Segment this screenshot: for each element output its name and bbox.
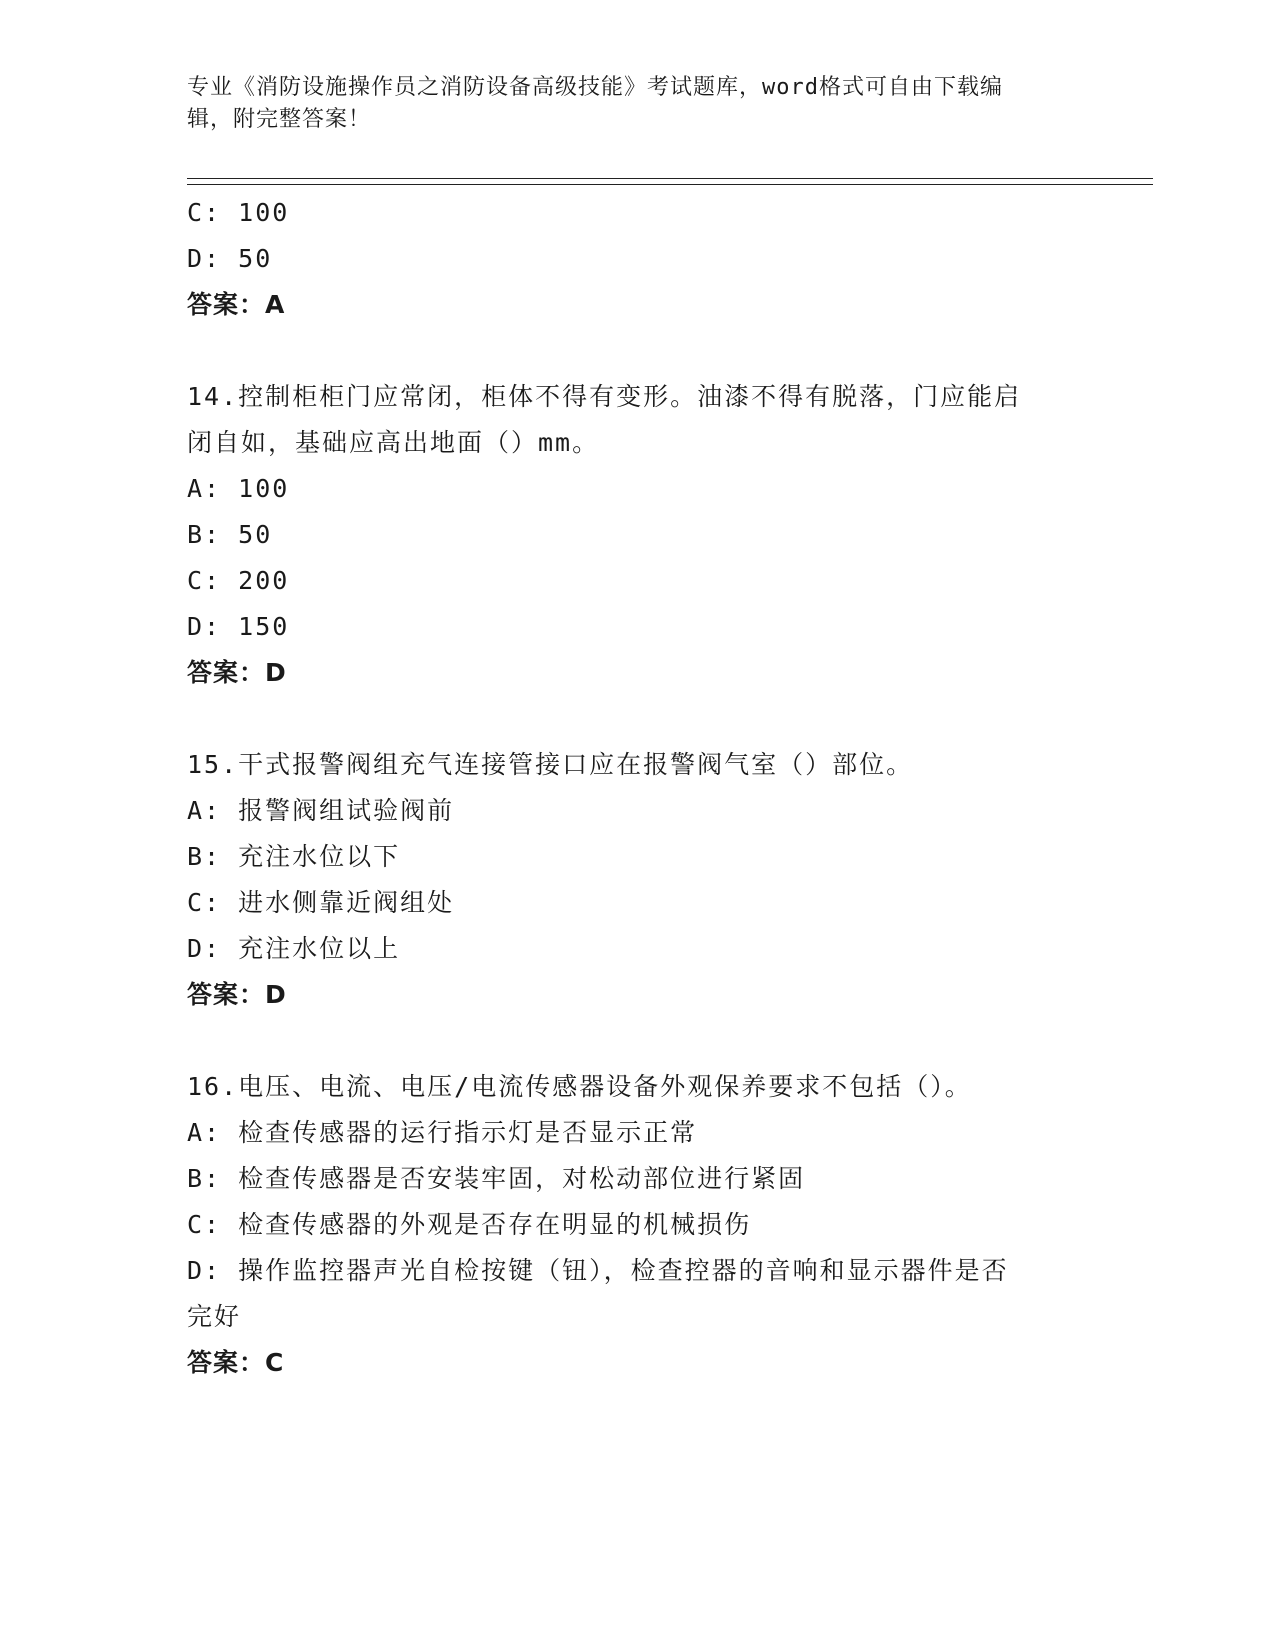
prev-question [187, 190, 1067, 328]
document-header [187, 72, 1067, 136]
question-text-line-1: 14.控制柜柜门应常闭，柜体不得有变形。油漆不得有脱落，门应能启 [187, 382, 1022, 411]
option-a: A: 检查传感器的运行指示灯是否显示正常 [187, 1118, 698, 1147]
option-a: A: 100 [187, 474, 290, 503]
option-b: B: 50 [187, 520, 273, 549]
header-line-2: 辑，附完整答案！ [187, 107, 372, 132]
option-a: A: 报警阀组试验阀前 [187, 796, 455, 825]
option-d-line-1: D: 操作监控器声光自检按键（钮），检查控器的音响和显示器件是否 [187, 1256, 1009, 1285]
question-text-line-2: 闭自如，基础应高出地面（）mm。 [187, 428, 600, 457]
answer-label: 答案：C [187, 1348, 285, 1377]
answer-label: 答案：A [187, 290, 286, 319]
option-d: D: 充注水位以上 [187, 934, 401, 963]
question-14 [187, 374, 1067, 696]
option-d: D: 50 [187, 244, 273, 273]
question-15 [187, 742, 1067, 1018]
option-c: C: 检查传感器的外观是否存在明显的机械损伤 [187, 1210, 752, 1239]
answer-label: 答案：D [187, 658, 287, 687]
question-text: 15.干式报警阀组充气连接管接口应在报警阀气室（）部位。 [187, 750, 914, 779]
option-c: C: 200 [187, 566, 290, 595]
option-d-line-2: 完好 [187, 1302, 242, 1331]
option-c: C: 进水侧靠近阀组处 [187, 888, 455, 917]
document-body [187, 190, 1067, 1386]
option-b: B: 检查传感器是否安装牢固，对松动部位进行紧固 [187, 1164, 806, 1193]
question-text: 16.电压、电流、电压/电流传感器设备外观保养要求不包括（）。 [187, 1072, 972, 1101]
option-d: D: 150 [187, 612, 290, 641]
option-b: B: 充注水位以下 [187, 842, 401, 871]
header-divider [187, 178, 1153, 185]
option-c: C: 100 [187, 198, 290, 227]
spacer [187, 328, 1067, 374]
answer-label: 答案：D [187, 980, 287, 1009]
question-16 [187, 1064, 1067, 1386]
spacer [187, 1018, 1067, 1064]
header-line-1: 专业《消防设施操作员之消防设备高级技能》考试题库，word格式可自由下载编 [187, 75, 1003, 100]
spacer [187, 696, 1067, 742]
